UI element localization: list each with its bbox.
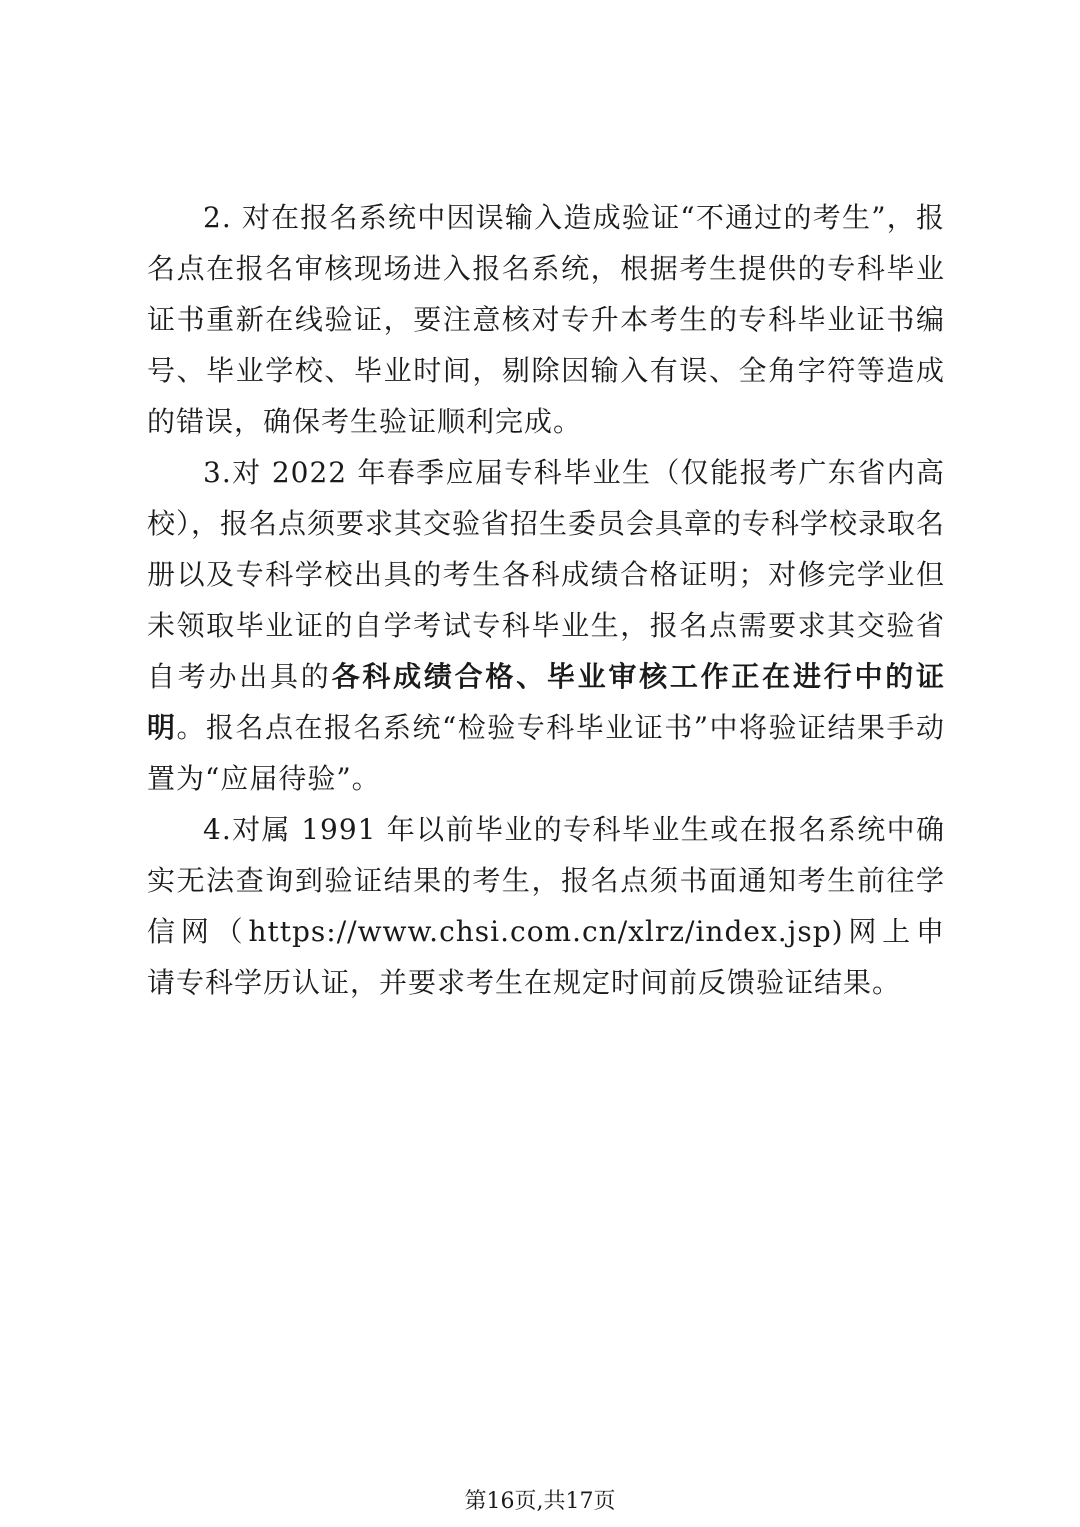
paragraph-item-4 — [147, 804, 945, 1008]
paragraph-text: 3.对 2022 年春季应届专科毕业生（仅能报考广东省内高校），报名点须要求其交验省招生委员会具章的专科学校录取名册以及专科学校出具的考生各科成绩合格证明；对修完学业但未领取毕业证的自学考试专科毕业生，报名点需要求其交验省自考办出具的 — [147, 456, 946, 693]
page-number-footer: 第16页,共17页 — [464, 1489, 616, 1514]
paragraph-item-2 — [147, 192, 945, 447]
paragraph-text: 2. 对在报名系统中因误输入造成验证“不通过的考生”，报名点在报名审核现场进入报名系统，根据考生提供的专科毕业证书重新在线验证，要注意核对专升本考生的专科毕业证书编号、毕业学校、毕业时间，剔除因输入有误、全角字符等造成的错误，确保考生验证顺利完成。 — [147, 201, 945, 438]
paragraph-text: 。报名点在报名系统“检验专科毕业证书”中将验证结果手动置为“应届待验”。 — [147, 711, 945, 795]
bold-emphasis-text: 各科成绩合格、毕业审核工作正在进行中的证明 — [147, 660, 945, 744]
paragraph-text: 4.对属 1991 年以前毕业的专科毕业生或在报名系统中确实无法查询到验证结果的考生，报名点须书面通知考生前往学信网（https://www.chsi.com.cn/xlrz/index.jsp)网上申请专科学历认证，并要求考生在规定时间前反馈验证结果。 — [147, 813, 945, 999]
paragraph-item-3 — [147, 447, 945, 804]
document-body — [147, 192, 945, 1008]
